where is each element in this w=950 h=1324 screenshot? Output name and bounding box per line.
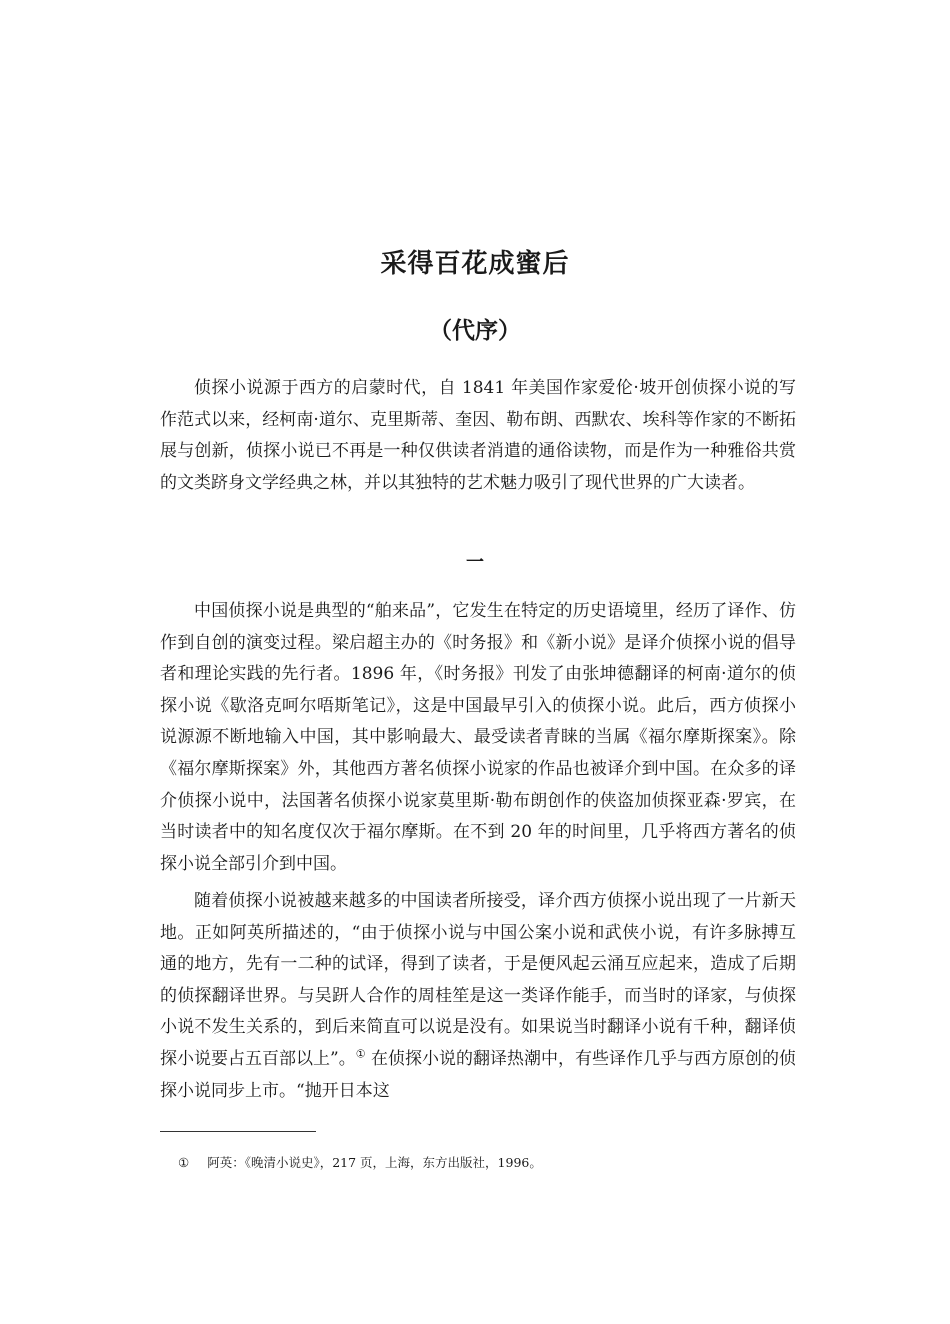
- section-number: 一: [466, 552, 484, 573]
- footnote-reference[interactable]: ①: [355, 1047, 366, 1061]
- section-paragraph-1: 中国侦探小说是典型的“舶来品”，它发生在特定的历史语境里，经历了译作、仿作到自创的演变过程。梁启超主办的《时务报》和《新小说》是译介侦探小说的倡导者和理论实践的先行者。1896 年，《时务报》刊发了由张坤德翻译的柯南·道尔的侦探小说《歇洛克呵尔唔斯笔记》，这是中国最早引入的侦探小说。此后，西方侦探小说源源不断地输入中国，其中影响最大、最受读者青睐的当属《福尔摩斯探案》。除《福尔摩斯探案》外，其他西方著名侦探小说家的作品也被译介到中国。在众多的译介侦探小说中，法国著名侦探小说家莫里斯·勒布朗创作的侠盗加侦探亚森·罗宾，在当时读者中的知名度仅次于福尔摩斯。在不到 20 年的时间里，几乎将西方著名的侦探小说全部引介到中国。: [160, 601, 796, 874]
- paragraph-text-continued: 在侦探小说的翻译热潮中，有些译作几乎与西方原创的侦探小说同步上市。“抛开日本这: [160, 1048, 796, 1101]
- section-paragraph-2: [160, 886, 796, 1107]
- footnote-text: 阿英：《晚清小说史》，217 页，上海，东方出版社，1996。: [207, 1155, 542, 1170]
- page-title: 采得百花成蜜后: [380, 249, 570, 279]
- intro-paragraph: 侦探小说源于西方的启蒙时代，自 1841 年美国作家爱伦·坡开创侦探小说的写作范式以来，经柯南·道尔、克里斯蒂、奎因、勒布朗、西默农、埃科等作家的不断拓展与创新，侦探小说已不再是一种仅供读者消遣的通俗读物，而是作为一种雅俗共赏的文类跻身文学经典之林，并以其独特的艺术魅力吸引了现代世界的广大读者。: [160, 378, 796, 493]
- footnote-divider: [160, 1131, 316, 1132]
- paragraph-text: 随着侦探小说被越来越多的中国读者所接受，译介西方侦探小说出现了一片新天地。正如阿英所描述的，“由于侦探小说与中国公案小说和武侠小说，有许多脉搏互通的地方，先有一二种的试译，得到了读者，于是便风起云涌互应起来，造成了后期的侦探翻译世界。与吴趼人合作的周桂笙是这一类译作能手，而当时的译家，与侦探小说不发生关系的，到后来简直可以说是没有。如果说当时翻译小说有千种，翻译侦探小说要占五百部以上”。: [160, 891, 796, 1069]
- page-subtitle: （代序）: [429, 317, 521, 344]
- footnote-marker: ①: [178, 1155, 190, 1170]
- footnote: [178, 1153, 542, 1173]
